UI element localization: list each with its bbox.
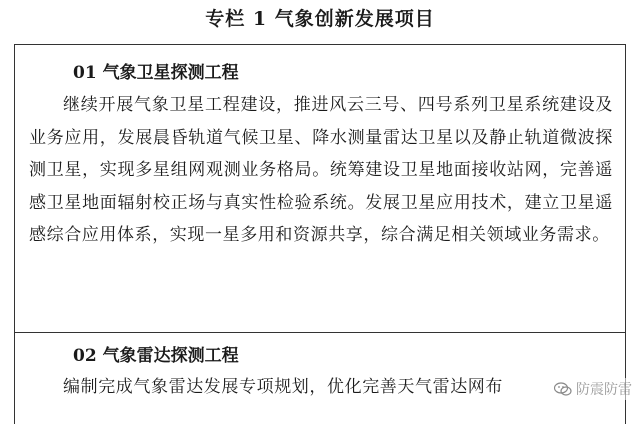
section-body: 继续开展气象卫星工程建设，推进风云三号、四号系列卫星系统建设及业务应用，发展晨昏轨道气候卫星、降水测量雷达卫星以及静止轨道微波探测卫星，实现多星组网观测业务格局。统筹建设卫星地面接收站网，完善遥感卫星地面辐射校正场与真实性检验系统。发展卫星应用技术，建立卫星遥感综合应用体系，实现一星多用和资源共享，综合满足相关领域业务需求。 (29, 95, 613, 245)
watermark (550, 378, 636, 400)
section-heading: 01 气象卫星探测工程 (73, 63, 239, 83)
column-title: 专栏 1 气象创新发展项目 (205, 8, 435, 30)
wechat-icon (554, 382, 572, 396)
watermark-text: 防震防雷 (576, 382, 632, 398)
section-heading: 02 气象雷达探测工程 (73, 346, 239, 366)
column-box (14, 44, 626, 424)
section-satellite (15, 57, 625, 252)
section-radar (15, 341, 625, 404)
section-body: 编制完成气象雷达发展专项规划，优化完善天气雷达网布 (63, 377, 503, 397)
section-divider (15, 332, 625, 333)
